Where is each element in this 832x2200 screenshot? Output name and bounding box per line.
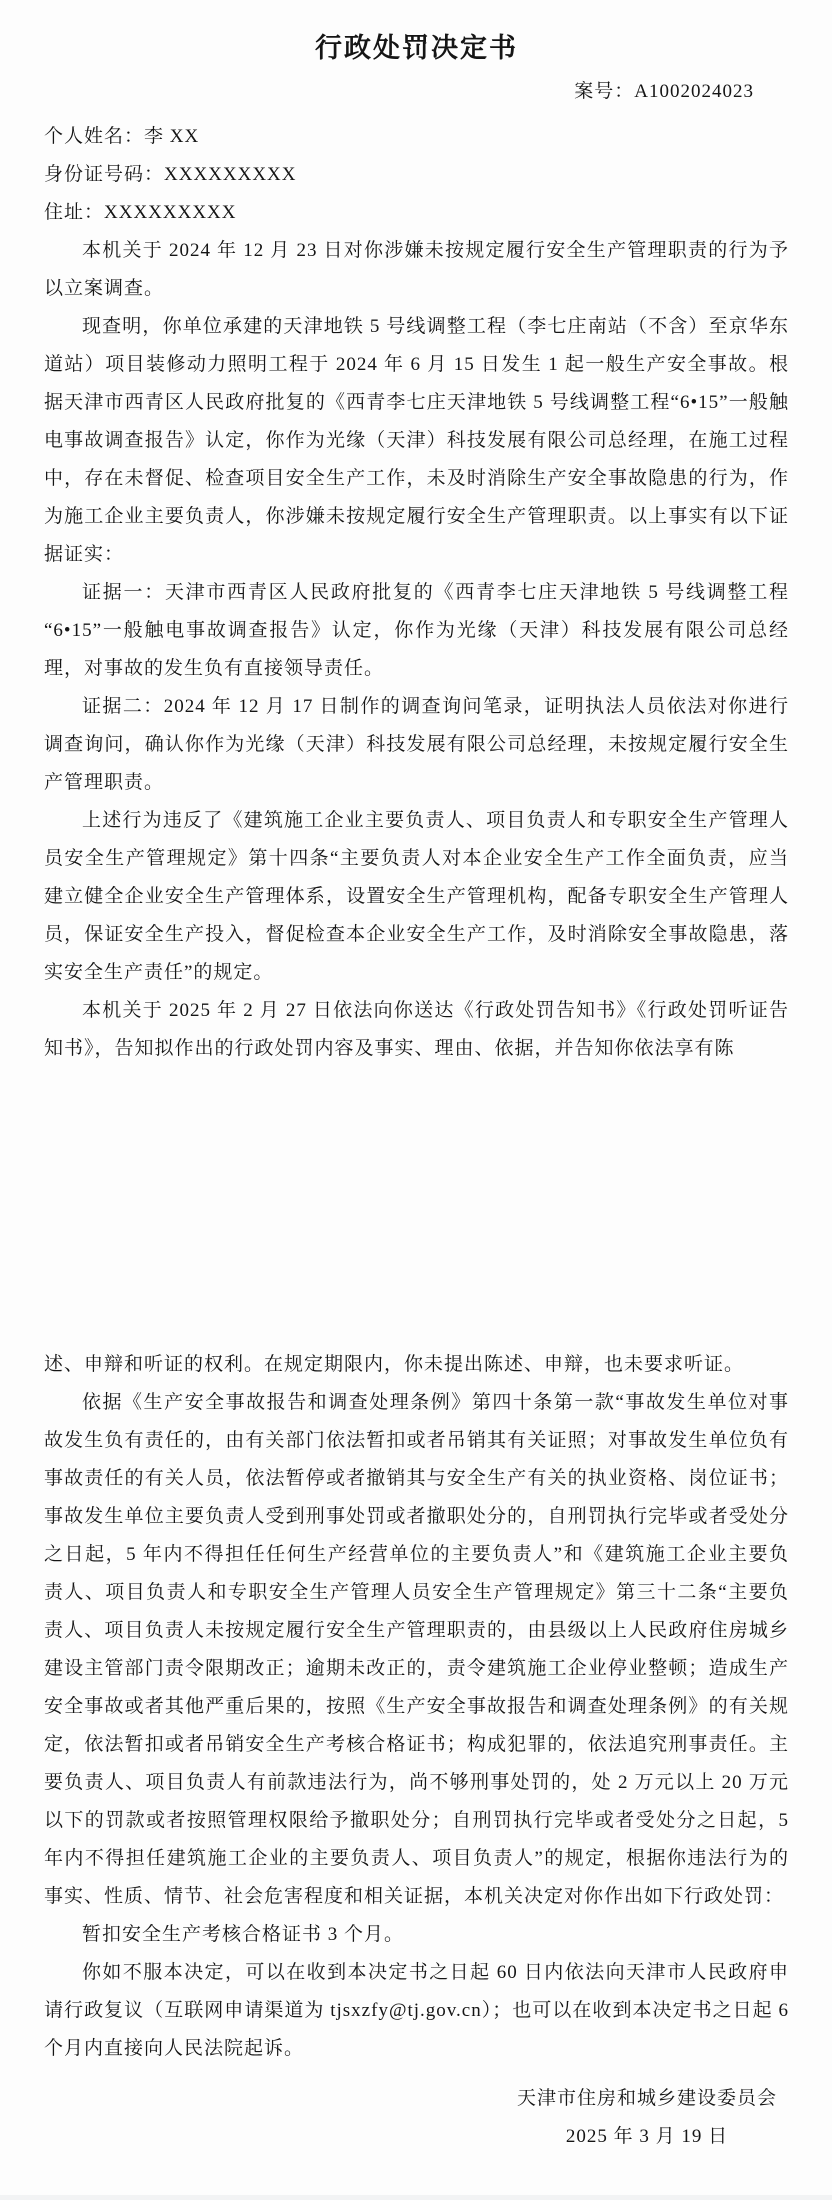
para-evidence-1: 证据一：天津市西青区人民政府批复的《西青李七庄天津地铁 5 号线调整工程“6•15”一般触电事故调查报告》认定，你作为光缘（天津）科技发展有限公司总经理，对事故的发生负有直接领导责任。	[44, 582, 789, 679]
document-body	[44, 118, 789, 2068]
para-legal-basis: 依据《生产安全事故报告和调查处理条例》第四十条第一款“事故发生单位对事故发生负有责任的，由有关部门依法暂扣或者吊销其有关证照；对事故发生单位负有事故责任的有关人员，依法暂停或者撤销其与安全生产有关的执业资格、岗位证书；事故发生单位主要负责人受到刑事处罚或者撤职处分的，自刑罚执行完毕或者受处分之日起，5 年内不得担任任何生产经营单位的主要负责人”和《建筑施工企业主要负责人、项目负责人和专职安全生产管理人员安全生产管理规定》第三十二条“主要负责人、项目负责人未按规定履行安全生产管理职责的，由县级以上人民政府住房城乡建设主管部门责令限期改正；逾期未改正的，责令建筑施工企业停业整顿；造成生产安全事故或者其他严重后果的，按照《生产安全事故报告和调查处理条例》的有关规定，依法暂扣或者吊销安全生产考核合格证书；构成犯罪的，依法追究刑事责任。主要负责人、项目负责人有前款违法行为，尚不够刑事处罚的，处 2 万元以上 20 万元以下的罚款或者按照管理权限给予撤职处分；自刑罚执行完毕或者受处分之日起，5 年内不得担任建筑施工企业的主要负责人、项目负责人”的规定，根据你违法行为的事实、性质、情节、社会危害程度和相关证据，本机关决定对你作出如下行政处罚：	[44, 1392, 789, 1907]
para-notification-continued: 述、申辩和听证的权利。在规定期限内，你未提出陈述、申辩，也未要求听证。	[44, 1354, 745, 1375]
para-findings: 现查明，你单位承建的天津地铁 5 号线调整工程（李七庄南站（不含）至京华东道站）项目装修动力照明工程于 2024 年 6 月 15 日发生 1 起一般生产安全事故。根据天津市西青区人民政府批复的《西青李七庄天津地铁 5 号线调整工程“6•15”一般触电事故调查报告》认定，你作为光缘（天津）科技发展有限公司总经理，在施工过程中，存在未督促、检查项目安全生产工作，未及时消除生产安全事故隐患的行为，作为施工企业主要负责人，你涉嫌未按规定履行安全生产管理职责。以上事实有以下证据证实：	[44, 316, 789, 565]
page-break-gap	[44, 1068, 789, 1346]
issuer-name: 天津市住房和城乡建设委员会	[516, 2088, 777, 2109]
issue-date: 2025 年 3 月 19 日	[565, 2126, 729, 2147]
signature-block	[517, 2080, 777, 2156]
person-name-line: 个人姓名：李 XX	[44, 126, 200, 147]
case-number-label: 案号：	[574, 81, 635, 102]
case-number-value: A1002024023	[634, 81, 754, 102]
para-case-filing: 本机关于 2024 年 12 月 23 日对你涉嫌未按规定履行安全生产管理职责的行为予以立案调查。	[44, 240, 789, 299]
para-violation: 上述行为违反了《建筑施工企业主要负责人、项目负责人和专职安全生产管理人员安全生产管理规定》第十四条“主要负责人对本企业安全生产工作全面负责，应当建立健全企业安全生产管理体系，设置安全生产管理机构，配备专职安全生产管理人员，保证安全生产投入，督促检查本企业安全生产工作，及时消除安全事故隐患，落实安全生产责任”的规定。	[44, 810, 789, 983]
para-notification: 本机关于 2025 年 2 月 27 日依法向你送达《行政处罚告知书》《行政处罚听证告知书》，告知拟作出的行政处罚内容及事实、理由、依据，并告知你依法享有陈	[44, 1000, 789, 1059]
case-number-line	[44, 79, 789, 105]
person-address-line: 住址：XXXXXXXXX	[44, 202, 237, 223]
para-penalty-decision: 暂扣安全生产考核合格证书 3 个月。	[82, 1924, 405, 1945]
page-bottom-edge	[0, 2195, 832, 2200]
person-id-line: 身份证号码：XXXXXXXXX	[44, 164, 297, 185]
para-evidence-2: 证据二：2024 年 12 月 17 日制作的调查询问笔录，证明执法人员依法对你进行调查询问，确认你作为光缘（天津）科技发展有限公司总经理，未按规定履行安全生产管理职责。	[44, 696, 789, 793]
para-appeal-rights: 你如不服本决定，可以在收到本决定书之日起 60 日内依法向天津市人民政府申请行政复议（互联网申请渠道为 tjsxzfy@tj.gov.cn）；也可以在收到本决定书之日起 6 个月内直接向人民法院起诉。	[44, 1962, 789, 2059]
document-title: 行政处罚决定书	[315, 33, 518, 63]
